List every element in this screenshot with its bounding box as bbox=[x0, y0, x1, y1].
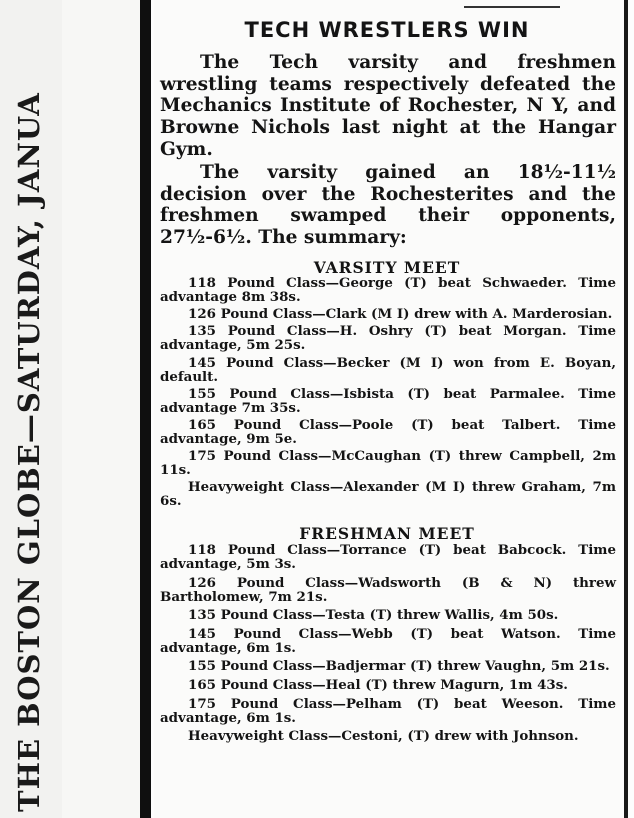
article-paragraph: The Tech varsity and freshmen wrestling teams respectively defeated the Mechanics Institute of Rochester, N Y, and Browne Nichols last night at the Hangar Gym. bbox=[160, 52, 616, 160]
result-item: 155 Pound Class—Badjermar (T) threw Vaughn, 5m 21s. bbox=[188, 658, 610, 675]
masthead-strip-outer bbox=[0, 0, 62, 818]
result-item: Heavyweight Class—Cestoni, (T) drew with Johnson. bbox=[188, 728, 579, 745]
result-item: Heavyweight Class—Alexander (M I) threw Graham, 7m 6s. bbox=[160, 479, 616, 510]
result-item: 155 Pound Class—Isbista (T) beat Parmalee. Time advantage 7m 35s. bbox=[160, 385, 616, 416]
result-item: 175 Pound Class—Pelham (T) beat Weeson. Time advantage, 6m 1s. bbox=[160, 695, 616, 726]
masthead-strip-inner bbox=[62, 0, 140, 818]
result-item: 126 Pound Class—Clark (M I) drew with A. Marderosian. bbox=[188, 306, 613, 323]
freshman-results bbox=[160, 543, 616, 748]
freshman-heading: FRESHMAN MEET bbox=[299, 524, 475, 543]
result-item: 165 Pound Class—Poole (T) beat Talbert. Time advantage, 9m 5e. bbox=[160, 416, 616, 447]
result-item: 135 Pound Class—H. Oshry (T) beat Morgan. Time advantage, 5m 25s. bbox=[160, 323, 616, 354]
varsity-results bbox=[160, 276, 616, 512]
column-divider bbox=[140, 0, 151, 818]
headline: TECH WRESTLERS WIN bbox=[244, 18, 530, 42]
result-item: 118 Pound Class—Torrance (T) beat Babcock. Time advantage, 5m 3s. bbox=[160, 542, 616, 572]
result-item: 126 Pound Class—Wadsworth (B & N) threw Bartholomew, 7m 21s. bbox=[160, 574, 616, 605]
result-item: 175 Pound Class—McCaughan (T) threw Campbell, 2m 11s. bbox=[160, 448, 616, 479]
result-item: 145 Pound Class—Becker (M I) won from E. Boyan, default. bbox=[160, 354, 616, 385]
masthead-outer: THE BOSTON GLOBE—SATURDAY, JANUA bbox=[12, 92, 46, 812]
column-rule bbox=[624, 0, 628, 818]
article-paragraph: The varsity gained an 18½-11½ decision over the Rochesterites and the freshmen swamped their opponents, 27½-6½. The summary: bbox=[160, 162, 616, 249]
article bbox=[154, 0, 620, 818]
headline-rule bbox=[464, 6, 560, 8]
result-item: 118 Pound Class—George (T) beat Schwaeder. Time advantage 8m 38s. bbox=[160, 275, 616, 305]
result-item: 135 Pound Class—Testa (T) threw Wallis, 4m 50s. bbox=[188, 607, 559, 624]
varsity-heading: VARSITY MEET bbox=[313, 258, 461, 277]
result-item: 145 Pound Class—Webb (T) beat Watson. Time advantage, 6m 1s. bbox=[160, 625, 616, 656]
result-item: 165 Pound Class—Heal (T) threw Magurn, 1m 43s. bbox=[188, 676, 568, 693]
